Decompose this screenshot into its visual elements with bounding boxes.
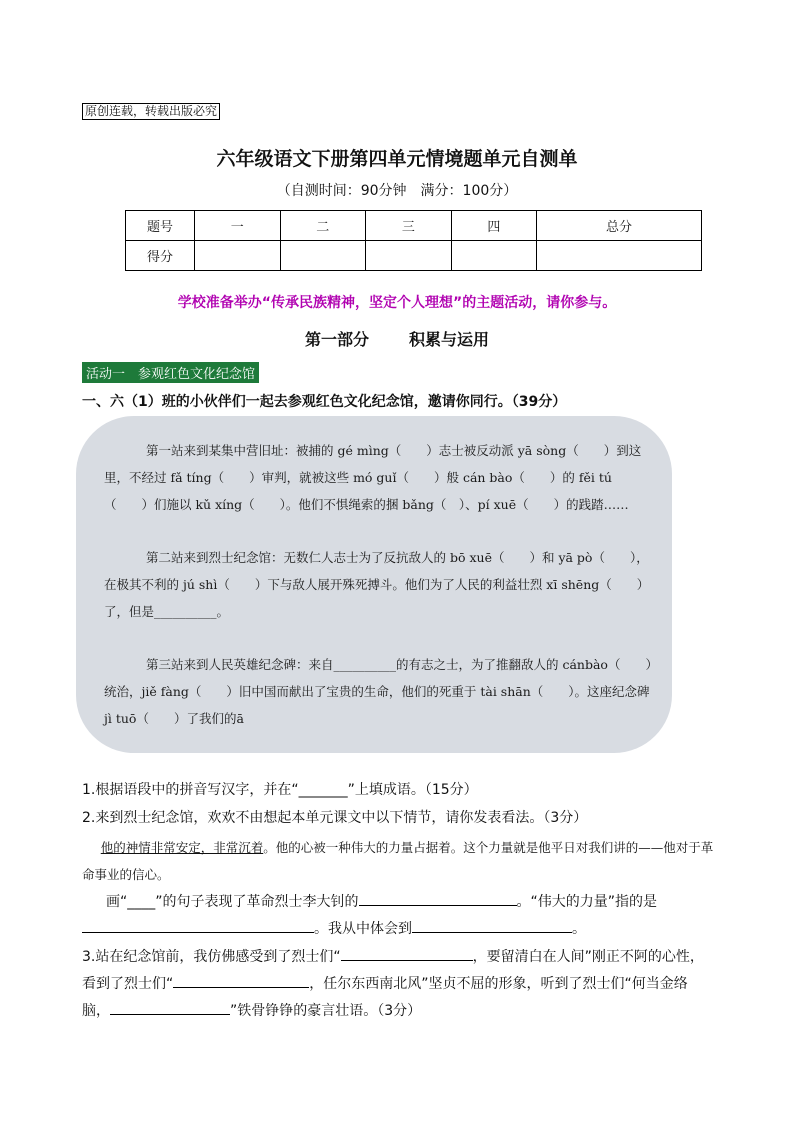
passage-paragraph-1: 第一站来到某集中营旧址：被捕的 gé mìng（ ）志士被反动派 yā sòng（ ）到这里，不经过 fǎ tíng（ ）审判，就被这些 mó guǐ（ ）般 cán bào（ ）的 fěi tú（ ）们施以 kǔ xíng（ ）。他们不惧绳索的捆 bǎng（ ）、pí xuē（ ）的践踏……: [104, 443, 642, 512]
part-number: 第一部分: [304, 330, 369, 349]
copyright-notice: 原创连载，转载出版必究: [82, 103, 220, 120]
q2-text-b: 。“伟大的力量”指的是: [516, 894, 658, 910]
underlined-sentence: 他的神情非常安定，非常沉着: [100, 840, 264, 855]
score-row-label: 得分: [126, 241, 195, 271]
q2-text-c: 。我从中体会到: [314, 921, 412, 937]
answer-blank[interactable]: [359, 891, 517, 906]
q3-text-c: ，任尔东西南北风”坚贞不屈的形象，听到了烈士们“何当金络脑，: [82, 976, 688, 1019]
question-3: [82, 944, 714, 1025]
question-1: 1.根据语段中的拼音写汉字，并在“_______”上填成语。（15分）: [82, 782, 478, 798]
q2-text-d: 。: [572, 921, 586, 937]
answer-blank[interactable]: [341, 946, 473, 961]
score-header-cell: 三: [366, 211, 452, 241]
score-header-cell: 总分: [537, 211, 702, 241]
passage-paragraph-2: 第二站来到烈士纪念馆：无数仁人志士为了反抗敌人的 bō xuē（ ）和 yā pò（ ），在极其不利的 jú shì（ ）下与敌人展开殊死搏斗。他们为了人民的利益壮烈 xī shēng（ ）了，但是__________。: [104, 550, 650, 619]
question-2: 2.来到烈士纪念馆，欢欢不由想起本单元课文中以下情节，请你发表看法。（3分）: [82, 810, 588, 826]
score-header-cell: 一: [195, 211, 281, 241]
q2-text-a: 画“____”的句子表现了革命烈士李大钊的: [106, 894, 359, 910]
score-table: [125, 210, 702, 271]
excerpt-rest: 。他的心被一种伟大的力量占据着。这个力量就是他平日对我们讲的——他对于革命事业的信心。: [82, 840, 714, 882]
page-title: 六年级语文下册第四单元情境题单元自测单: [216, 148, 578, 170]
q3-text-d: ”铁骨铮铮的豪言壮语。（3分）: [230, 1003, 422, 1019]
answer-blank[interactable]: [110, 1000, 230, 1015]
answer-blank[interactable]: [82, 918, 314, 933]
quoted-excerpt: [82, 834, 714, 888]
score-header-cell: 四: [451, 211, 537, 241]
activity-label: 活动一 参观红色文化纪念馆: [82, 362, 259, 383]
score-cell[interactable]: [366, 241, 452, 271]
score-cell[interactable]: [537, 241, 702, 271]
question-2-answer: [82, 889, 714, 943]
score-table-score-row: [126, 241, 702, 271]
answer-blank[interactable]: [412, 918, 572, 933]
score-cell[interactable]: [280, 241, 366, 271]
page-subtitle: （自测时间：90分钟 满分：100分）: [276, 183, 518, 199]
score-cell[interactable]: [451, 241, 537, 271]
score-cell[interactable]: [195, 241, 281, 271]
q3-text-b: ，要留清白在人间”刚正不阿的心性，看到了烈士们“: [82, 949, 704, 992]
theme-statement: 学校准备举办“传承民族精神，坚定个人理想”的主题活动，请你参与。: [177, 295, 617, 311]
score-header-cell: 二: [280, 211, 366, 241]
part-title: [0, 327, 794, 350]
passage-paragraph-3: 第三站来到人民英雄纪念碑：来自__________的有志之士，为了推翻敌人的 cánbào（ ）统治，jiě fàng（ ）旧中国而献出了宝贵的生命，他们的死重于 tài shān（ ）。这座纪念碑 jì tuō（ ）了我们的ā: [104, 657, 652, 726]
q3-text-a: 3.站在纪念馆前，我仿佛感受到了烈士们“: [82, 949, 341, 965]
score-header-cell: 题号: [126, 211, 195, 241]
question-heading: 一、六（1）班的小伙伴们一起去参观红色文化纪念馆，邀请你同行。（39分）: [82, 394, 567, 410]
score-table-header-row: [126, 211, 702, 241]
part-name: 积累与运用: [409, 330, 490, 349]
answer-blank[interactable]: [173, 973, 309, 988]
